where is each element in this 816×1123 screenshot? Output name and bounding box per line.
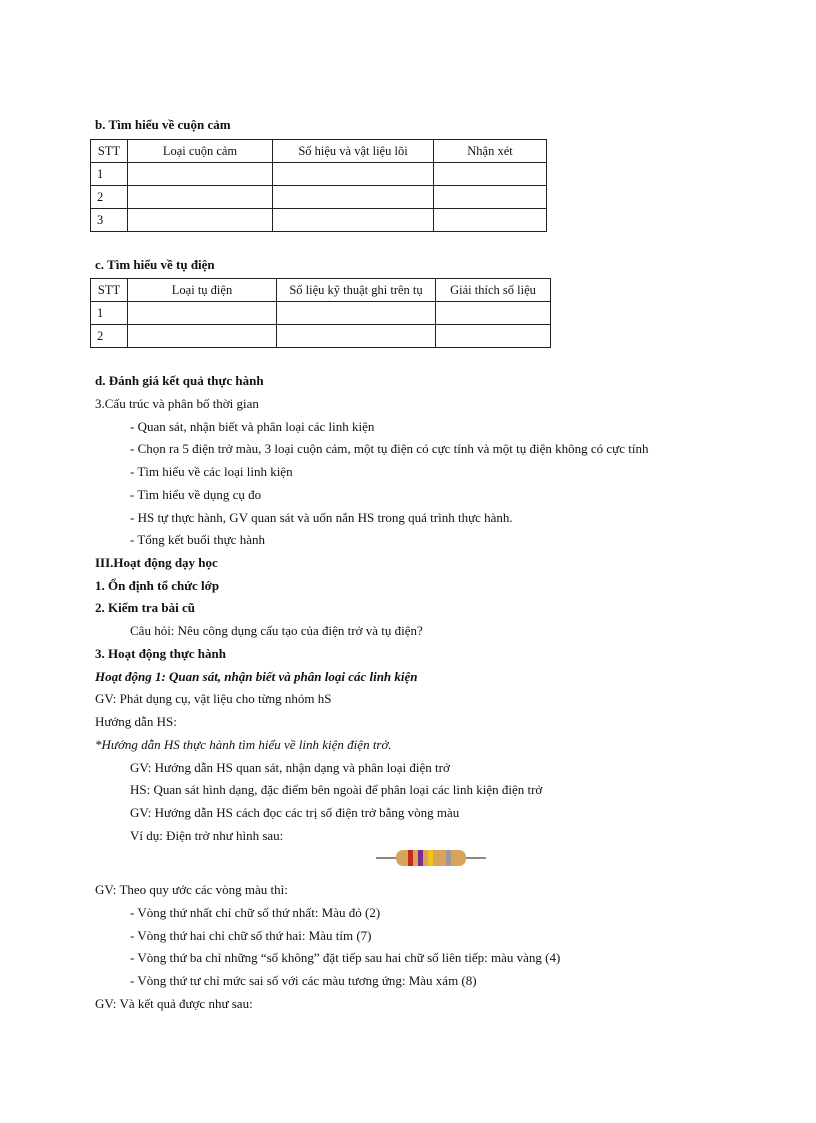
student-line: HS: Quan sát hình dạng, đặc điểm bên ngoài để phân loại các linh kiện điện trở (130, 782, 543, 797)
capacitor-table (90, 278, 551, 348)
example-line: Ví dụ: Điện trở như hình sau: (130, 828, 284, 843)
teacher-line: GV: Theo quy ước các vòng màu thì: (95, 882, 288, 897)
structure-item: - Tìm hiểu về dụng cụ đo (130, 487, 262, 502)
structure-item: - HS tự thực hành, GV quan sát và uốn nắn HS trong quá trình thực hành. (130, 510, 513, 525)
teacher-line: GV: Và kết quả được như sau: (95, 996, 253, 1011)
header-core-material: Số hiệu và vật liệu lõi (273, 140, 434, 163)
table-header-row (91, 140, 547, 163)
table-row (91, 209, 547, 232)
teacher-line: GV: Hướng dẫn HS cách đọc các trị số điện trở bằng vòng màu (130, 805, 460, 820)
teacher-line: GV: Phát dụng cụ, vật liệu cho từng nhóm hS (95, 691, 332, 706)
activities-heading: III.Hoạt động dạy học (95, 555, 218, 570)
section-c-heading: c. Tìm hiểu về tụ điện (95, 257, 215, 272)
row-number: 3 (91, 209, 128, 232)
ring-rule: - Vòng thứ nhất chỉ chữ số thứ nhất: Màu đỏ (2) (130, 905, 381, 920)
resistor-band-red (408, 850, 413, 866)
row-number: 2 (91, 186, 128, 209)
ring-rule: - Vòng thứ tư chỉ mức sai số với các màu tương ứng: Màu xám (8) (130, 973, 477, 988)
header-inductor-type: Loại cuộn cảm (128, 140, 273, 163)
teacher-line: GV: Hướng dẫn HS quan sát, nhận dạng và phân loại điện trở (130, 760, 450, 775)
resistor-band-violet (418, 850, 423, 866)
activity-1-heading: Hoạt động 1: Quan sát, nhận biết và phân loại các linh kiện (95, 669, 418, 684)
guide-italic-line: *Hướng dẫn HS thực hành tìm hiểu về linh kiện điện trở. (95, 737, 392, 752)
header-stt: STT (91, 140, 128, 163)
header-stt: STT (91, 279, 128, 302)
table-header-row (91, 279, 551, 302)
table-row (91, 325, 551, 348)
section-b-heading: b. Tìm hiểu về cuộn cảm (95, 117, 231, 132)
resistor-band-gray (446, 850, 451, 866)
header-explanation: Giải thích số liệu (436, 279, 551, 302)
resistor-image (376, 848, 486, 868)
step-1-heading: 1. Ổn định tổ chức lớp (95, 578, 220, 593)
structure-item: - Tổng kết buổi thực hành (130, 532, 265, 547)
ring-rule: - Vòng thứ ba chỉ những “số không” đặt tiếp sau hai chữ số liên tiếp: màu vàng (4) (130, 950, 561, 965)
section-d-heading: d. Đánh giá kết quả thực hành (95, 373, 264, 388)
row-number: 1 (91, 163, 128, 186)
table-row (91, 186, 547, 209)
step-3-heading: 3. Hoạt động thực hành (95, 646, 226, 661)
header-tech-specs: Số liệu kỹ thuật ghi trên tụ (277, 279, 436, 302)
row-number: 2 (91, 325, 128, 348)
table-row (91, 302, 551, 325)
header-capacitor-type: Loại tụ điện (128, 279, 277, 302)
row-number: 1 (91, 302, 128, 325)
structure-item: - Tìm hiểu về các loại linh kiện (130, 464, 293, 479)
structure-item: - Quan sát, nhận biết và phân loại các linh kiện (130, 419, 375, 434)
table-row (91, 163, 547, 186)
review-question: Câu hỏi: Nêu công dụng cấu tạo của điện trở và tụ điện? (130, 623, 423, 638)
inductor-table (90, 139, 547, 232)
step-2-heading: 2. Kiểm tra bài cũ (95, 600, 196, 615)
resistor-band-yellow (428, 850, 433, 866)
ring-rule: - Vòng thứ hai chỉ chữ số thứ hai: Màu tím (7) (130, 928, 372, 943)
header-remarks: Nhận xét (434, 140, 547, 163)
guide-line: Hướng dẫn HS: (95, 714, 177, 729)
structure-heading: 3.Cấu trúc và phân bố thời gian (95, 396, 259, 411)
structure-item: - Chọn ra 5 điện trở màu, 3 loại cuộn cảm, một tụ điện có cực tính và một tụ điện không có cực tính (130, 441, 649, 456)
